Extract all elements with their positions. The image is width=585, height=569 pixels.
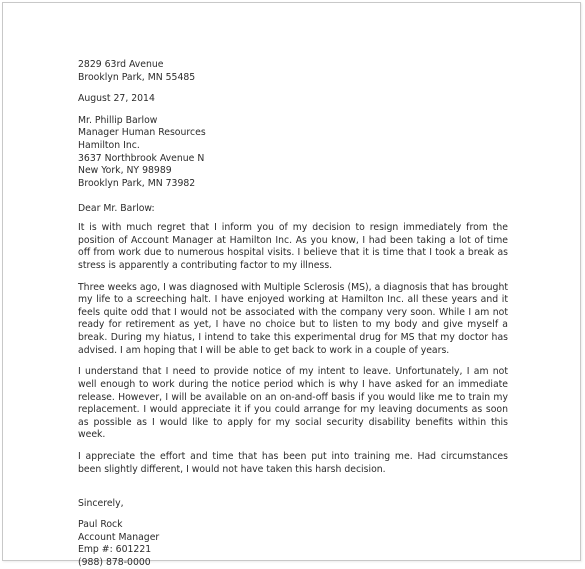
- signature-title: Account Manager: [78, 531, 160, 543]
- letter-date: August 27, 2014: [78, 93, 155, 105]
- paragraph-resignation: It is with much regret that I inform you of my decision to resign immediately from the position of Account Manager at Hamilton Inc. As you know, I had been taking a lot of time off from work due to numerous hospital visits. I believe that it is time that I took a break as stress is apparently a contributing factor to my illness.: [78, 221, 508, 271]
- recipient-street: 3637 Northbrook Avenue N: [78, 152, 205, 164]
- salutation: Dear Mr. Barlow:: [78, 203, 155, 215]
- paragraph-appreciation: I appreciate the effort and time that has been put into training me. Had circumstances been slightly different, I would not have taken this harsh decision.: [78, 451, 508, 475]
- recipient-name: Mr. Phillip Barlow: [78, 114, 158, 126]
- sender-city-line: Brooklyn Park, MN 55485: [78, 71, 196, 83]
- recipient-line3: Brooklyn Park, MN 73982: [78, 177, 196, 189]
- signature-name: Paul Rock: [78, 519, 123, 531]
- letter-body: [78, 59, 508, 569]
- paragraph-notice: I understand that I need to provide notice of my intent to leave. Unfortunately, I am not well enough to work during the notice period which is why I have asked for an immediate release. However, I will be available on an on-and-off basis if you would like me to train my replacement. I would appreciate it if you could arrange for my leaving documents as soon as possible as I would like to apply for my social security disability benefits within this week.: [78, 366, 508, 441]
- signature-block: [78, 519, 508, 569]
- signature-emp: Emp #: 601221: [78, 544, 152, 556]
- sender-street: 2829 63rd Avenue: [78, 59, 164, 70]
- signature-phone: (988) 878-0000: [78, 556, 151, 568]
- closing: Sincerely,: [78, 497, 124, 509]
- paragraph-diagnosis: Three weeks ago, I was diagnosed with Multiple Sclerosis (MS), a diagnosis that has brought my life to a screeching halt. I have enjoyed working at Hamilton Inc. all these years and it feels quite odd that I would not be associated with the company very soon. While I am not ready for retirement as yet, I have no choice but to listen to my body and give myself a break. During my hiatus, I intend to take this experimental drug for MS that my doctor has advised. I am hoping that I will be able to get back to work in a couple of years.: [78, 281, 508, 356]
- recipient-title: Manager Human Resources: [78, 127, 206, 139]
- sender-address: [78, 59, 508, 84]
- recipient-company: Hamilton Inc.: [78, 139, 140, 151]
- recipient-address: [78, 115, 508, 191]
- recipient-line2: New York, NY 98989: [78, 165, 172, 177]
- document-page: [2, 2, 581, 568]
